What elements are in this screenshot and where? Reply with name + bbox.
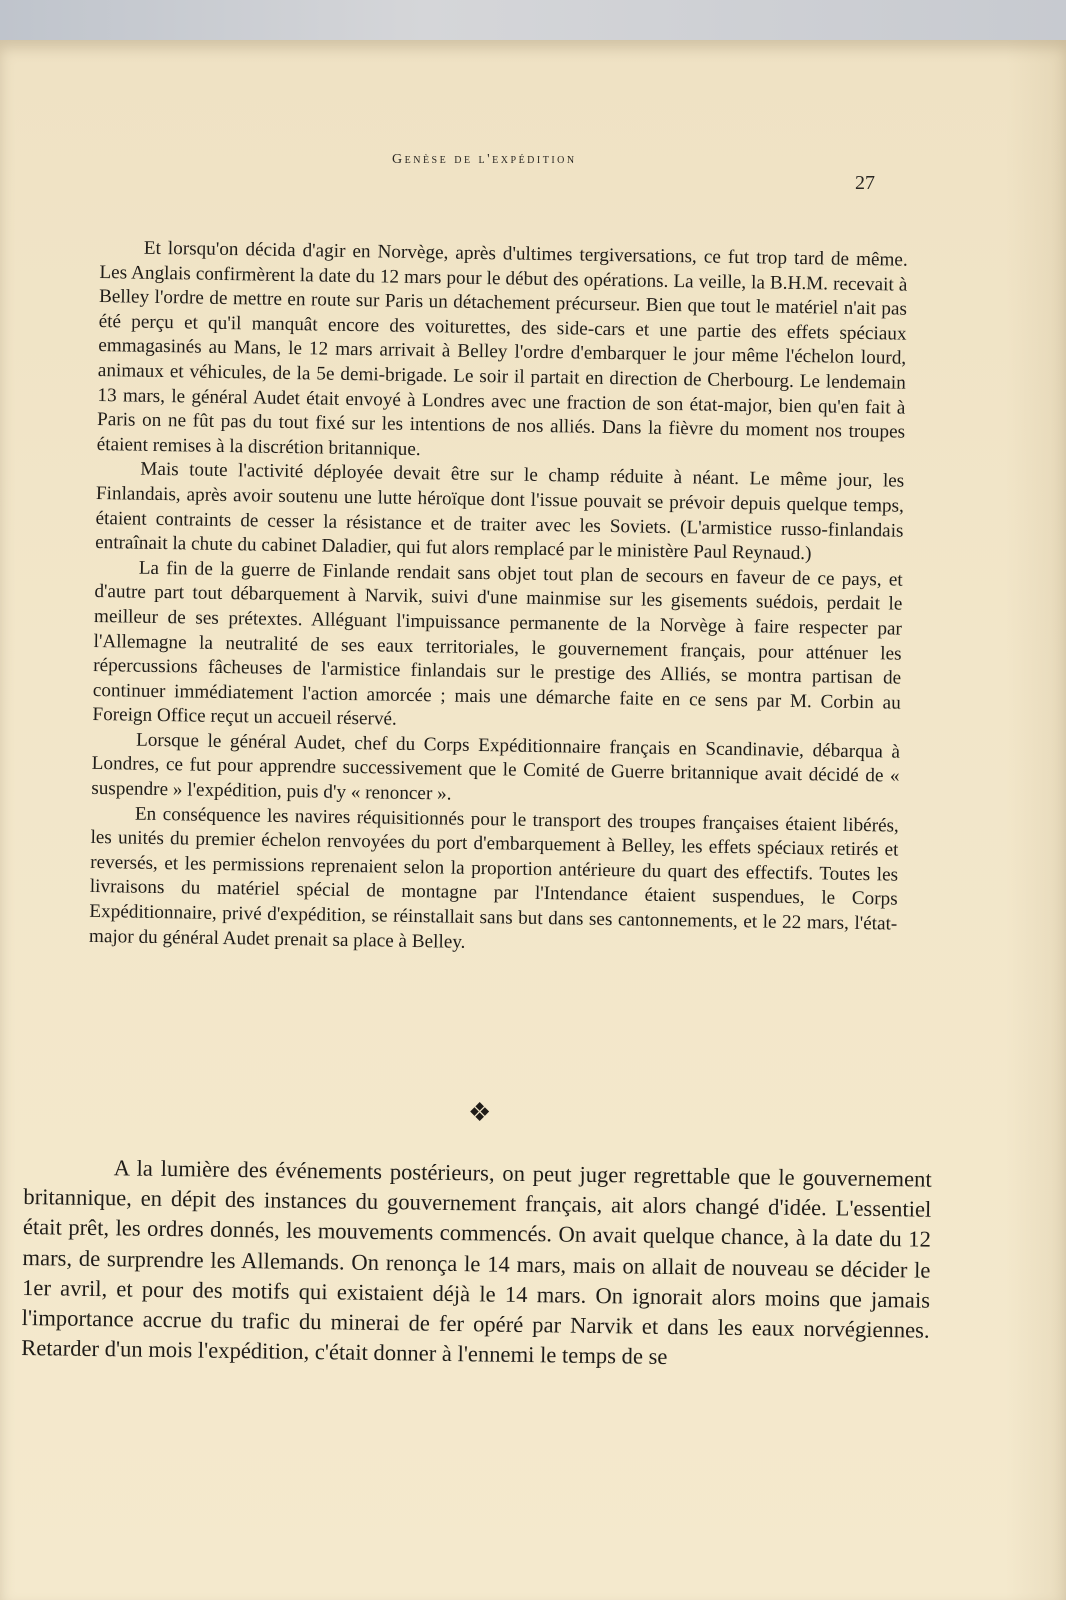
- text-block-upper: [89, 236, 908, 962]
- paragraph: En conséquence les navires réquisitionnés pour le transport des troupes françaises étaient libérés, les unités du premier échelon renvoyées du port d'embarquement à Belley, les effets spéciaux retirés et reversés, et les permissions reprenaient selon la proportion antérieure du quart des effectifs. Toutes les livraisons du matériel spécial de montagne par l'Intendance étaient suspendues, le Corps Expéditionnaire, privé d'expédition, se réinstallait sans but dans ses cantonnements, et le 22 mars, l'état-major du général Audet prenait sa place à Belley.: [88, 803, 899, 953]
- running-title: Genèse de l'expédition: [392, 152, 577, 167]
- text-block-lower: [21, 1152, 932, 1376]
- page-number: 27: [855, 172, 875, 194]
- paragraph: Lorsque le général Audet, chef du Corps Expéditionnaire français en Scandinavie, débarqua à Londres, ce fut pour apprendre successivement que le Comité de Guerre britannique avait décidé de « suspendre » l'expédition, puis d'y « renoncer ».: [91, 729, 901, 805]
- paragraph: A la lumière des événements postérieurs, on peut juger regrettable que le gouvernement britannique, en dépit des instances du gouvernement français, ait alors changé d'idée. L'essentiel était prêt, les ordres donnés, les mouvements commencés. On avait quelque chance, à la date du 12 mars, de surprendre les Allemands. On renonça le 14 mars, mais on allait de nouveau se décider le 1er avril, et pour des motifs qui existaient déjà le 14 mars. On ignorait alors moins que jamais l'importance accrue du trafic du minerai de fer opéré par Narvik et dans les eaux norvégiennes. Retarder d'un mois l'expédition, c'était donner à l'ennemi le temps de se: [21, 1155, 932, 1370]
- paragraph: Et lorsqu'on décida d'agir en Norvège, après d'ultimes tergiversations, ce fut trop tard de même. Les Anglais confirmèrent la date du 12 mars pour le début des opérations. La veille, la B.H.M. recevait à Belley l'ordre de mettre en route sur Paris un détachement précurseur. Bien que tout le matériel n'ait pas été perçu et qu'il manquât encore des voiturettes, des side-cars et une partie des effets spéciaux emmagasinés au Mans, le 12 mars arrivait à Belley l'ordre d'embarquer le jour même l'échelon lourd, animaux et véhicules, de la 5e demi-brigade. Le soir il partait en direction de Cherbourg. Le lendemain 13 mars, le général Audet était envoyé à Londres avec une fraction de son état-major, bien qu'en fait à Paris on ne fût pas du tout fixé sur les intentions de nos alliés. Dans la fièvre du moment nos troupes étaient remises à la discrétion britannique.: [96, 237, 908, 460]
- paragraph: Mais toute l'activité déployée devait être sur le champ réduite à néant. Le même jour, les Finlandais, après avoir soutenu une lutte héroïque dont l'issue pouvait se prévoir depuis quelque temps, étaient contraints de cesser la résistance et de traiter avec les Soviets. (L'armistice russo-finlandais entraînait la chute du cabinet Daladier, qui fut alors remplacé par le ministère Paul Reynaud.): [95, 459, 905, 565]
- section-ornament-icon: ❖: [468, 1098, 492, 1127]
- paragraph: La fin de la guerre de Finlande rendait sans objet tout plan de secours en faveur de ce pays, et d'autre part tout débarquement à Narvik, suivi d'une mainmise sur les gisements suédois, perdait le meilleur de ses prétextes. Alléguant l'impuissance permanente de la Norvège à faire respecter par l'Allemagne la neutralité de ses eaux territoriales, le gouvernement français, pour atténuer les répercussions fâcheuses de l'armistice finlandais sur le prestige des Alliés, se montra partisan de continuer immédiatement l'action amorcée ; mais une démarche faite en ce sens par M. Corbin au Foreign Office reçut un accueil réservé.: [92, 557, 903, 731]
